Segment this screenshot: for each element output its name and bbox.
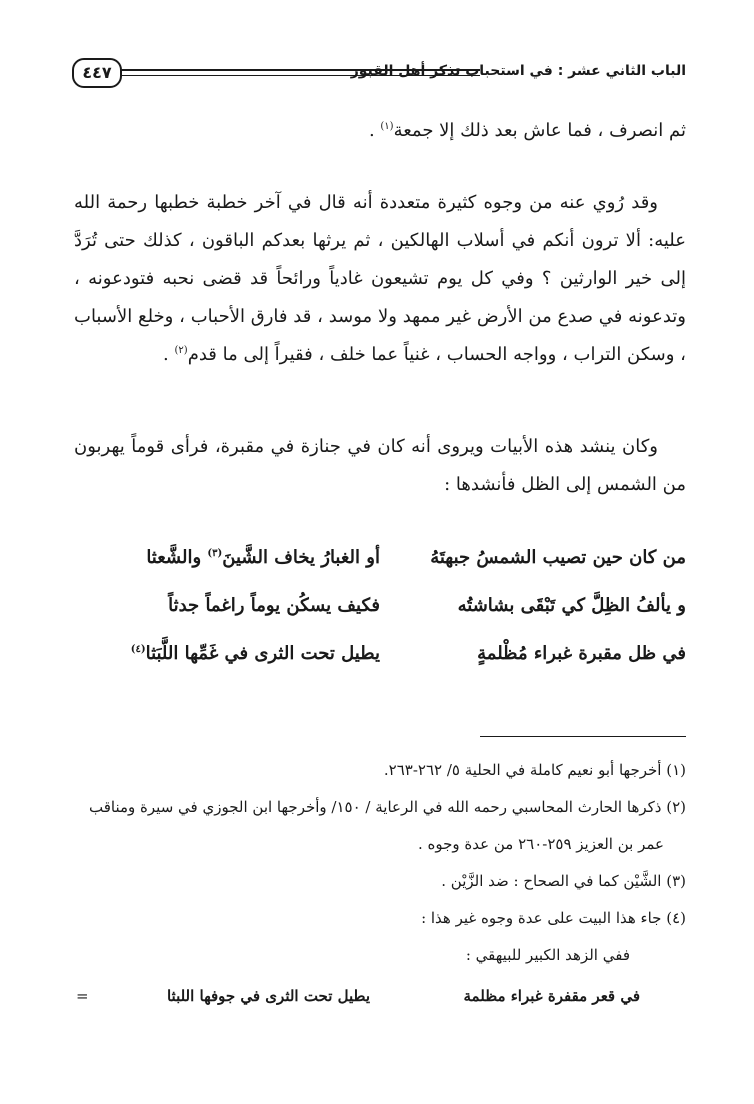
- verse-1-second-end: والشَّعثا: [146, 547, 208, 568]
- page-number: ٤٤٧: [72, 58, 122, 88]
- poem: [80, 534, 686, 678]
- footnote-ref-1[interactable]: (١): [380, 121, 394, 132]
- chapter-title: الباب الثاني عشر : في استحباب تذكر أهل القبور: [350, 63, 686, 79]
- verse-2-second-hemistich: فكيف يسكُن يوماً راغماً جدثاً: [168, 595, 380, 616]
- verse-3-first-hemistich: في ظل مقبرة غبراء مُظْلمةٍ: [477, 643, 686, 664]
- verse-1-second-text: أو الغبارُ يخاف الشَّينَ: [222, 547, 380, 568]
- footnote-4: (٤) جاء هذا البيت على عدة وجوه غير هذا :: [421, 909, 686, 927]
- footnote-1: (١) أخرجها أبو نعيم كاملة في الحلية ٥/ ٢٦٢-٢٦٣.: [383, 761, 686, 779]
- verse-1-first-hemistich: من كان حين تصيب الشمسُ جبهتَهُ: [430, 547, 686, 568]
- continuation-mark: =: [76, 987, 89, 1005]
- paragraph-1-end: .: [368, 120, 381, 141]
- paragraph-1-text: ثم انصرف ، فما عاش بعد ذلك إلا جمعة: [393, 120, 686, 141]
- paragraph-2: [74, 184, 686, 374]
- poem-verse-1: [80, 534, 686, 582]
- verse-3-second-hemistich: [80, 630, 380, 678]
- footnote-4-source: ففي الزهد الكبير للبيهقي :: [465, 946, 630, 964]
- poem-verse-2: [80, 582, 686, 630]
- footnote-ref-2[interactable]: (٢): [174, 345, 188, 356]
- footnote-3: (٣) الشَّيْن كما في الصحاح : ضد الزَّيْن .: [441, 872, 686, 890]
- paragraph-1: [74, 112, 686, 150]
- verse-3-second-text: يطيل تحت الثرى في غَمِّها اللَّبَثا: [145, 643, 380, 664]
- footnote-ref-4[interactable]: (٤): [130, 644, 146, 655]
- footnotes: [74, 752, 686, 1018]
- paragraph-2-text: وقد رُوي عنه من وجوه كثيرة متعددة أنه قال في آخر خطبة خطبها رحمة الله عليه: ألا ترون أنكم في أسلاب الهالكين ، ثم يرثها بعدكم الباقون ، كذلك حتى تُرَدَّ إلى خير الوارثين ؟ وفي كل يوم تشيعون غادياً ورائحاً قد قضى نحبه فتودعونه ، وتدعونه في صدع من الأرض غير ممهد ولا موسد ، قد فارق الأحباب ، وخلع الأسباب ، وسكن التراب ، وواجه الحساب ، غنياً عما خلف ، فقيراً إلى ما قدم: [74, 192, 686, 365]
- footnote-2-continued: عمر بن العزيز ٢٥٩-٢٦٠ من عدة وجوه .: [417, 835, 664, 853]
- footnote-4-second-hemistich: يطيل تحت الثرى في جوفها اللبثا: [166, 987, 370, 1005]
- paragraph-2-end: .: [163, 344, 175, 365]
- page-header: [72, 52, 686, 92]
- footnote-2: (٢) ذكرها الحارث المحاسبي رحمه الله في الرعاية / ١٥٠/ وأخرجها ابن الجوزي في سيرة ومناقب: [89, 798, 686, 816]
- poem-verse-3: [80, 630, 686, 678]
- footnote-4-first-hemistich: في قعر مقفرة غبراء مظلمة: [463, 987, 640, 1005]
- footnote-4-verse: [74, 974, 686, 1018]
- footnote-separator: [480, 736, 686, 737]
- verse-1-second-hemistich: [80, 534, 380, 582]
- paragraph-3: وكان ينشد هذه الأبيات ويروى أنه كان في جنازة في مقبرة، فرأى قوماً يهربون من الشمس إلى الظل فأنشدها :: [74, 436, 686, 495]
- verse-2-first-hemistich: و يألفُ الظِلَّ كي تَبْقَى بشاشتُه: [457, 595, 686, 616]
- footnote-ref-3[interactable]: (٣): [207, 548, 223, 559]
